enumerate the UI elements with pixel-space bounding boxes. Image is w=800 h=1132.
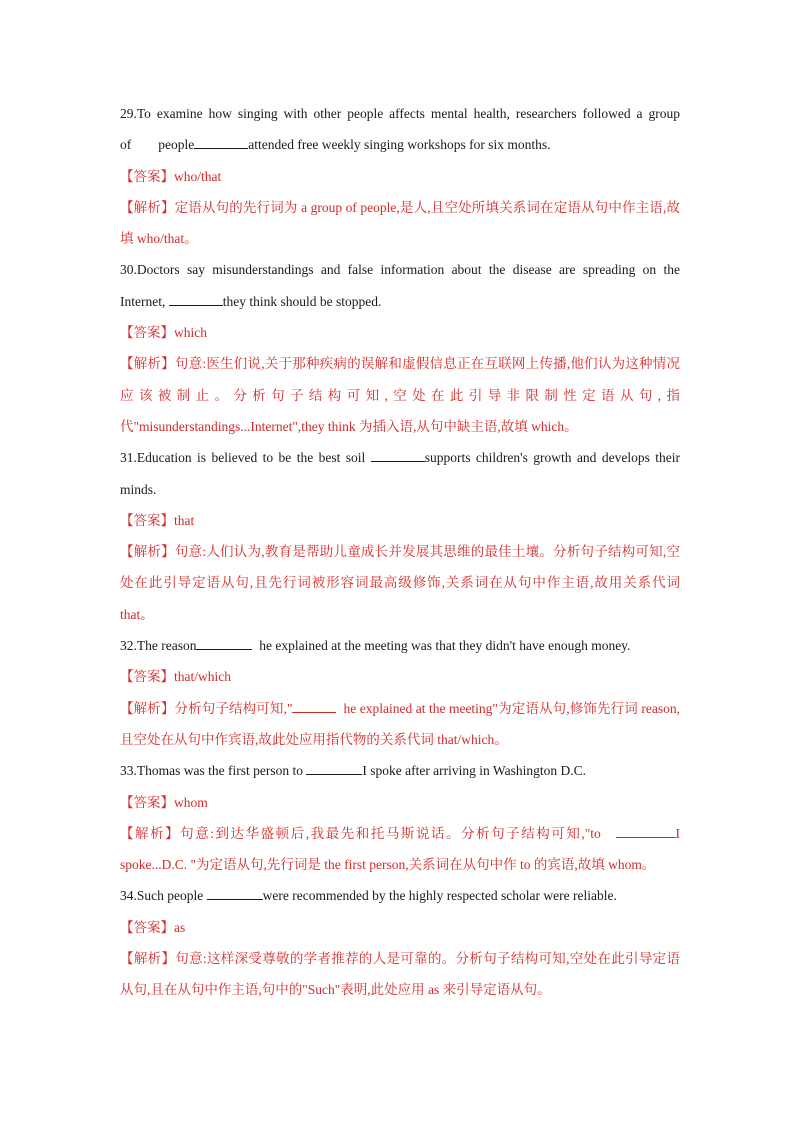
analysis-29: 【解析】定语从句的先行词为 a group of people,是人,且空处所填关系词在定语从句中作主语,故填 who/that。	[120, 199, 680, 247]
answer-blank	[207, 885, 263, 900]
answer-blank	[196, 635, 252, 650]
answer-blank	[306, 760, 362, 775]
answer-34: 【答案】as	[120, 919, 186, 935]
analysis-31: 【解析】句意:人们认为,教育是帮助儿童成长并发展其思维的最佳土壤。分析句子结构可知,空处在此引导定语从句,且先行词被形容词最高级修饰,关系词在从句中作主语,故用关系代词 that。	[120, 544, 680, 622]
answer-blank	[292, 698, 336, 713]
exercise-content	[120, 98, 680, 1006]
question-29: 29.To examine how singing with other people affects mental health, researchers followed a group of people attended free weekly singing workshops for six months.	[120, 106, 680, 153]
answer-33: 【答案】whom	[120, 794, 208, 810]
question-30: 30.Doctors say misunderstandings and false information about the disease are spreading on the Internet, they think should be stopped.	[120, 262, 680, 309]
answer-32: 【答案】that/which	[120, 669, 231, 685]
answer-blank	[371, 447, 425, 462]
answer-blank	[194, 134, 248, 149]
answer-30: 【答案】which	[120, 325, 207, 341]
question-34: 34.Such people were recommended by the highly respected scholar were reliable.	[120, 880, 680, 911]
question-31: 31.Education is believed to be the best soil supports children's growth and develops their minds.	[120, 442, 680, 505]
question-32: 32.The reason he explained at the meeting was that they didn't have enough money.	[120, 630, 680, 661]
answer-31: 【答案】that	[120, 512, 195, 528]
answer-blank	[169, 291, 223, 306]
answer-blank	[616, 823, 676, 838]
analysis-33: 【解析】句意:到达华盛顿后,我最先和托马斯说话。分析句子结构可知,"to I spoke...D.C. "为定语从句,先行词是 the first person,关系词在从句中作 to 的宾语,故填 whom。	[120, 818, 680, 881]
analysis-34: 【解析】句意:这样深受尊敬的学者推荐的人是可靠的。分析句子结构可知,空处在此引导定语从句,且在从句中作主语,句中的"Such"表明,此处应用 as 来引导定语从句。	[120, 951, 680, 998]
analysis-32: 【解析】分析句子结构可知," he explained at the meeting"为定语从句,修饰先行词 reason,且空处在从句中作宾语,故此处应用指代物的关系代词 that/which。	[120, 693, 680, 756]
answer-29: 【答案】who/that	[120, 168, 222, 184]
question-33: 33.Thomas was the first person to I spoke after arriving in Washington D.C.	[120, 755, 680, 786]
analysis-30: 【解析】句意:医生们说,关于那种疾病的误解和虚假信息正在互联网上传播,他们认为这种情况应该被制止。分析句子结构可知,空处在此引导非限制性定语从句,指代"misunderstandings...Internet",they think 为插入语,从句中缺主语,故填 which。	[120, 356, 680, 434]
